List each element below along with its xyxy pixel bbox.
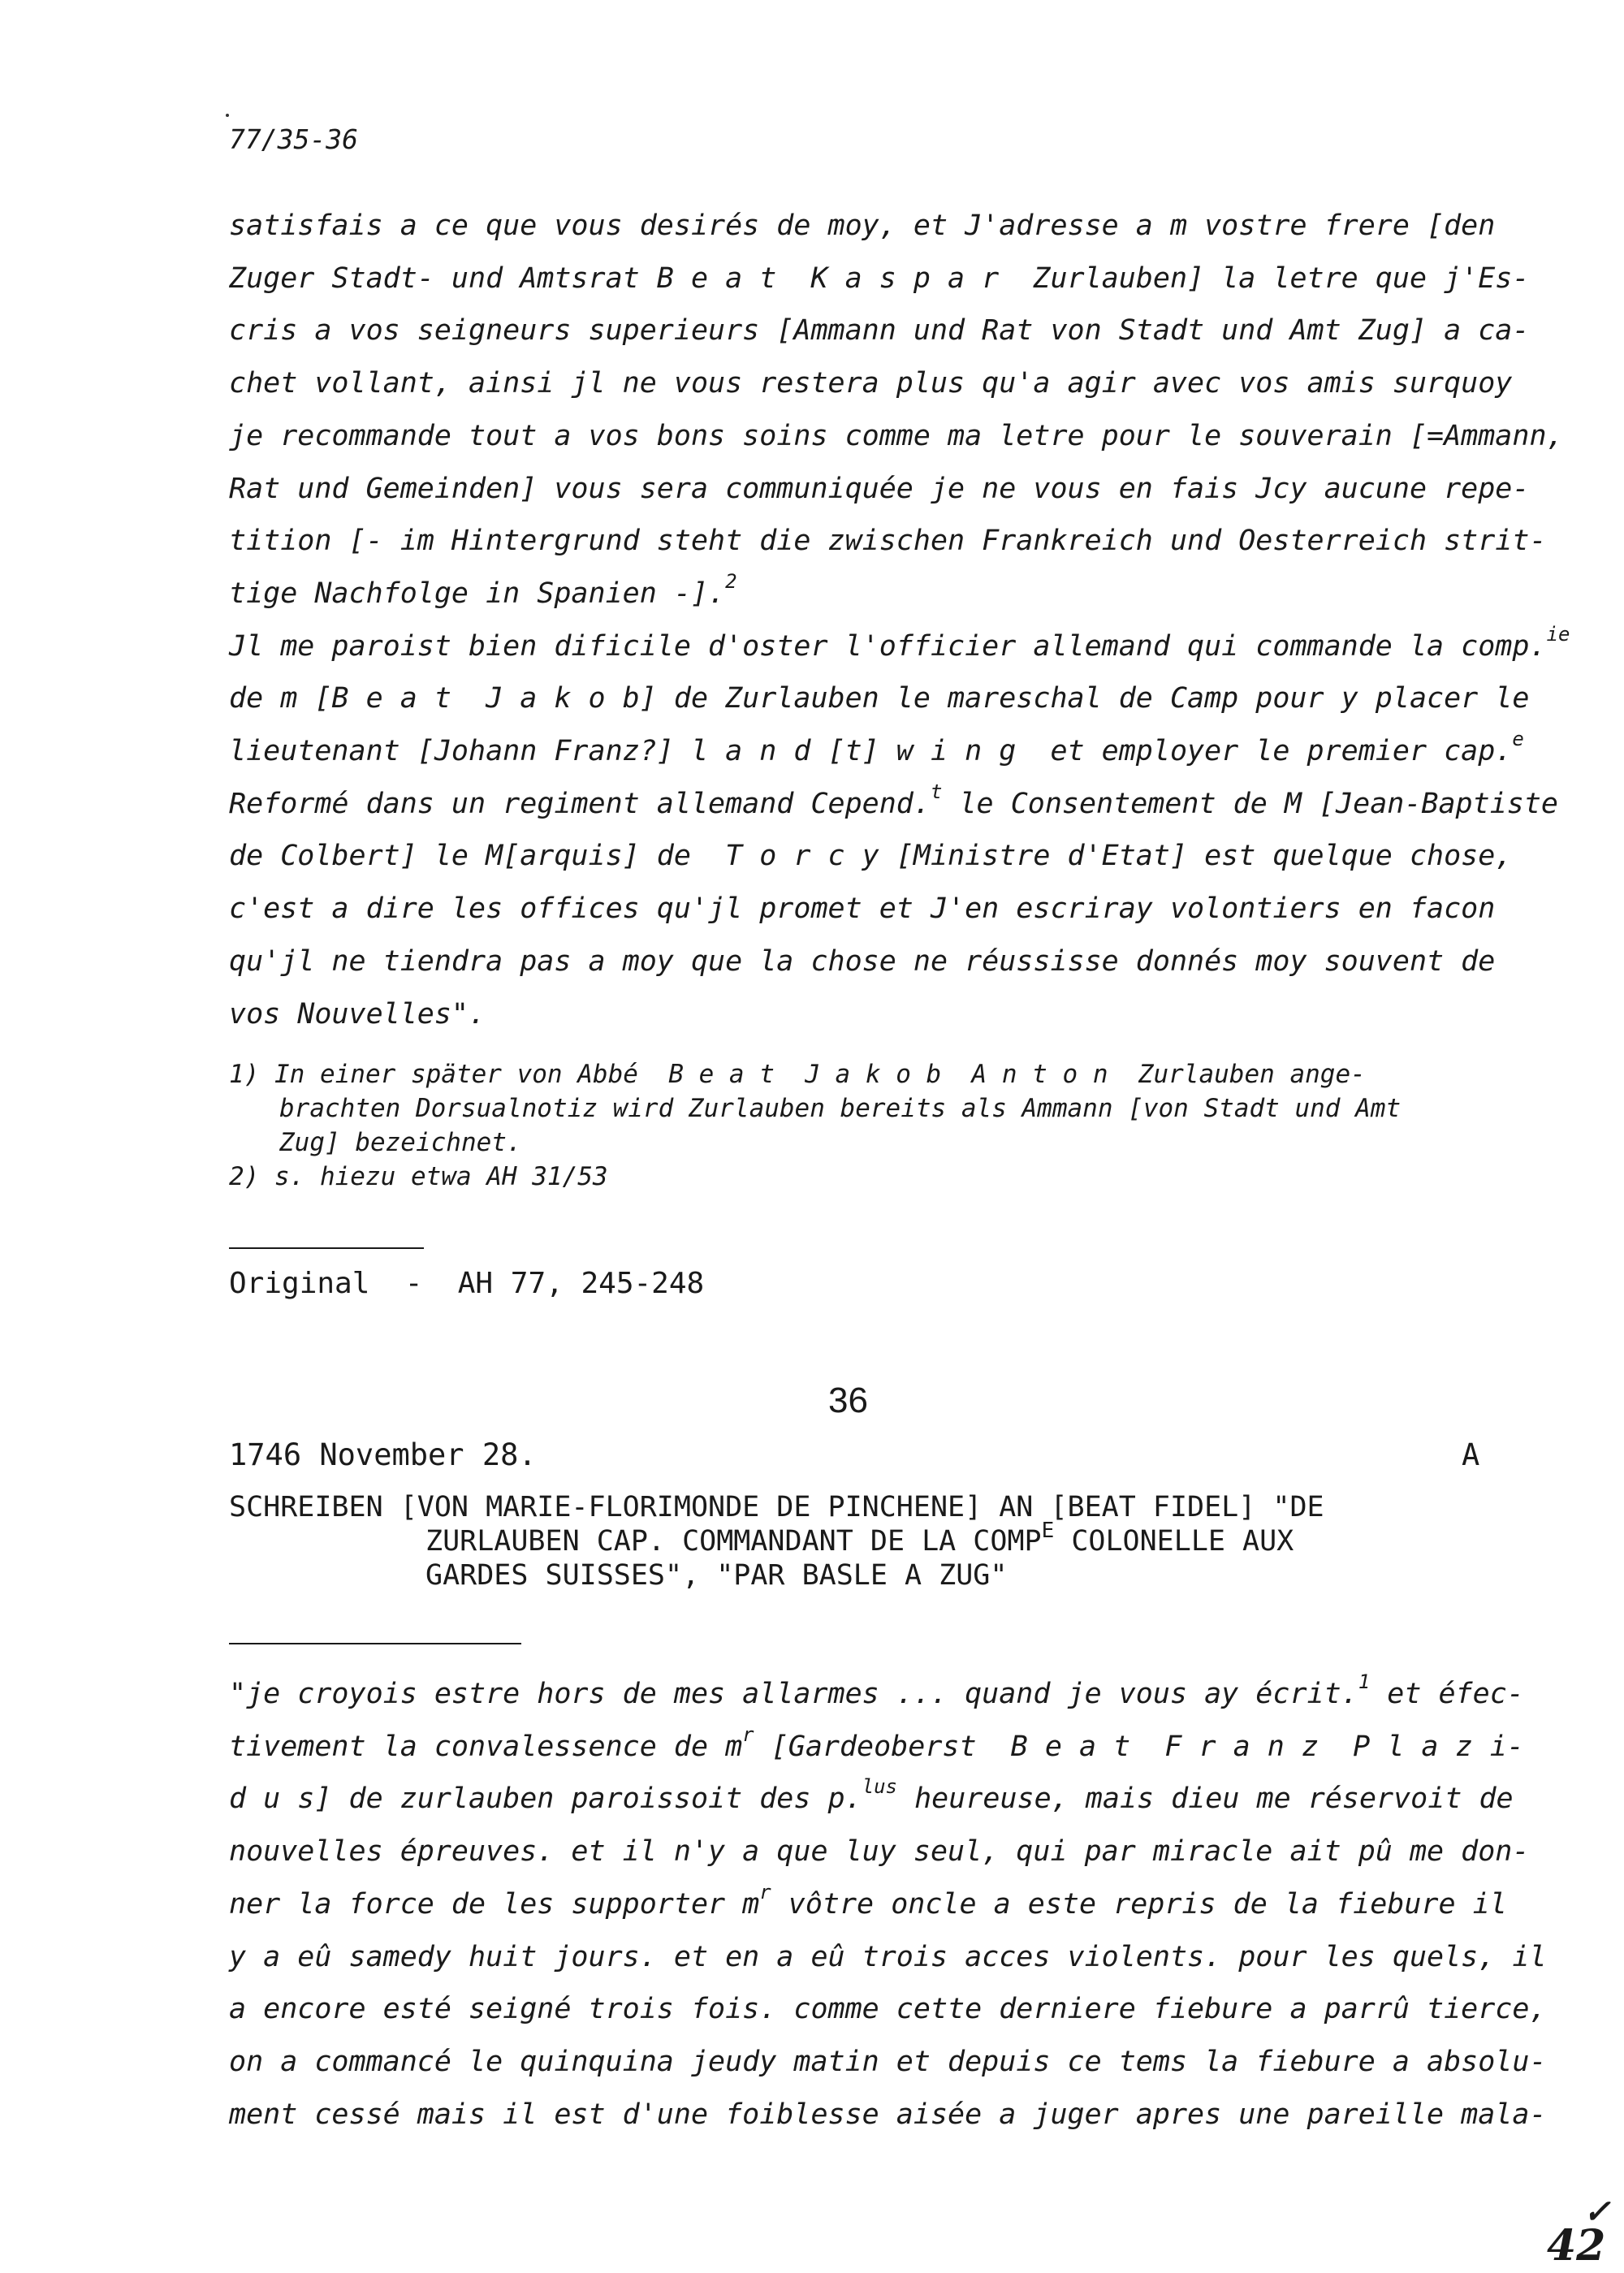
text-segment: heureuse, mais dieu me réservoit de <box>897 1783 1514 1816</box>
text-segment: Jl me paroist bien dificile d'oster l'officier allemand qui commande la comp. <box>229 629 1547 663</box>
text-line: chet vollant, ainsi jl ne vous restera plus qu'a agir avec vos amis surquoy <box>229 367 1513 400</box>
superscript: r <box>759 1880 771 1904</box>
text-line: tition [- im Hintergrund steht die zwischen Frankreich und Oesterreich strit- <box>229 525 1547 558</box>
text-line: cris a vos seigneurs superieurs [Ammann und Rat von Stadt und Amt Zug] a ca- <box>229 314 1530 348</box>
text-segment: Reformé dans un regiment allemand Cepend. <box>229 787 931 820</box>
text-line <box>229 1668 1524 1721</box>
separator-rule <box>229 1643 521 1644</box>
text-line <box>229 778 1558 831</box>
text-line <box>229 620 1570 673</box>
letter-text-1 <box>229 200 1570 1040</box>
superscript: ie <box>1546 622 1570 646</box>
text-line <box>229 725 1524 778</box>
reference-number: 77/35-36 <box>229 123 358 155</box>
superscript: lus <box>862 1775 898 1799</box>
text-line: c'est a dire les offices qu'jl promet et J'en escriray volontiers en facon <box>229 892 1496 926</box>
text-segment: tige Nachfolge in Spanien -]. <box>229 577 726 610</box>
scan-speck <box>226 114 229 117</box>
text-line: ment cessé mais il est d'une foiblesse aisée a juger apres une pareille mala- <box>229 2098 1547 2131</box>
text-line <box>229 1721 1524 1774</box>
heading-segment: COLONELLE AUX <box>1054 1525 1294 1558</box>
source-line: Original - AH 77, 245-248 <box>229 1267 705 1300</box>
text-line: je recommande tout a vos bons soins comme ma letre pour le souverain [=Ammann, <box>229 419 1564 452</box>
text-line <box>229 568 1512 620</box>
text-line: a encore esté seigné trois fois. comme cette derniere fiebure a parrû tierce, <box>229 1993 1547 2026</box>
check-mark: ✓ <box>1583 2193 1611 2231</box>
superscript: r <box>742 1722 754 1746</box>
footnote-1-cont: Zug] bezeichnet. <box>279 1128 522 1157</box>
text-segment: vôtre oncle a este repris de la fiebure il <box>771 1887 1507 1921</box>
letter-text-2 <box>229 1668 1547 2141</box>
text-line <box>229 1773 1512 1826</box>
footnote-1-cont: brachten Dorsualnotiz wird Zurlauben bereits als Ammann [von Stadt und Amt <box>279 1094 1402 1123</box>
text-segment: le Consentement de M [Jean-Baptiste <box>942 787 1558 820</box>
separator-rule <box>229 1247 424 1249</box>
text-line: qu'jl ne tiendra pas a moy que la chose ne réussisse donnés moy souvent de <box>229 944 1496 978</box>
heading-line <box>229 1519 1544 1558</box>
superscript: t <box>930 780 943 803</box>
footnote-ref: 1 <box>1358 1670 1371 1693</box>
text-segment: "je croyois estre hors de mes allarmes ... quand je vous ay écrit. <box>229 1678 1358 1710</box>
text-line: on a commancé le quinquina jeudy matin et depuis ce tems la fiebure a absolu- <box>229 2045 1547 2078</box>
text-line: Rat und Gemeinden] vous sera communiquée je ne vous en fais Jcy aucune repe- <box>229 472 1530 505</box>
document-marker: A <box>1462 1437 1480 1472</box>
footnotes <box>229 1057 1512 1194</box>
heading-line: GARDES SUISSES", "PAR BASLE A ZUG" <box>425 1559 1008 1592</box>
heading-segment: ZURLAUBEN CAP. COMMANDANT DE LA COMP <box>425 1525 1042 1558</box>
text-line: vos Nouvelles". <box>229 997 486 1031</box>
text-line: satisfais a ce que vous desirés de moy, et J'adresse a m vostre frere [den <box>229 210 1496 242</box>
document-number: 36 <box>828 1381 868 1420</box>
text-segment: [Gardeoberst B e a t F r a n z P l a z i- <box>754 1730 1524 1763</box>
page-number: 42 <box>1547 2221 1606 2271</box>
footnote-2: 2) s. hiezu etwa AH 31/53 <box>229 1162 608 1191</box>
text-line: de m [B e a t J a k o b] de Zurlauben le mareschal de Camp pour y placer le <box>229 682 1530 715</box>
heading-line: SCHREIBEN [VON MARIE-FLORIMONDE DE PINCHENE] AN [BEAT FIDEL] "DE <box>229 1491 1324 1523</box>
document-heading <box>229 1490 1544 1592</box>
text-segment: lieutenant [Johann Franz?] l a n d [t] w i n g et employer le premier cap. <box>229 735 1513 768</box>
heading-superscript: E <box>1041 1519 1055 1543</box>
footnote-1: 1) In einer später von Abbé B e a t J a k o b A n t o n Zurlauben ange- <box>229 1060 1366 1089</box>
text-line: Zuger Stadt- und Amtsrat B e a t K a s p a r Zurlauben] la letre que j'Es- <box>229 261 1530 295</box>
footnote-ref: 2 <box>725 569 737 593</box>
text-segment: et éfec- <box>1370 1678 1524 1710</box>
text-line: de Colbert] le M[arquis] de T o r c y [Ministre d'Etat] est quelque chose, <box>229 840 1513 873</box>
superscript: e <box>1512 728 1524 751</box>
text-line <box>229 1878 1512 1931</box>
text-segment: tivement la convalessence de m <box>229 1730 743 1763</box>
text-segment: ner la force de les supporter m <box>229 1887 760 1921</box>
document-date: 1746 November 28. <box>229 1437 537 1472</box>
text-segment: d u s] de zurlauben paroissoit des p. <box>229 1783 862 1816</box>
text-line: y a eû samedy huit jours. et en a eû trois acces violents. pour les quels, il <box>229 1940 1547 1973</box>
text-line: nouvelles épreuves. et il n'y a que luy seul, qui par miracle ait pû me don- <box>229 1835 1530 1869</box>
